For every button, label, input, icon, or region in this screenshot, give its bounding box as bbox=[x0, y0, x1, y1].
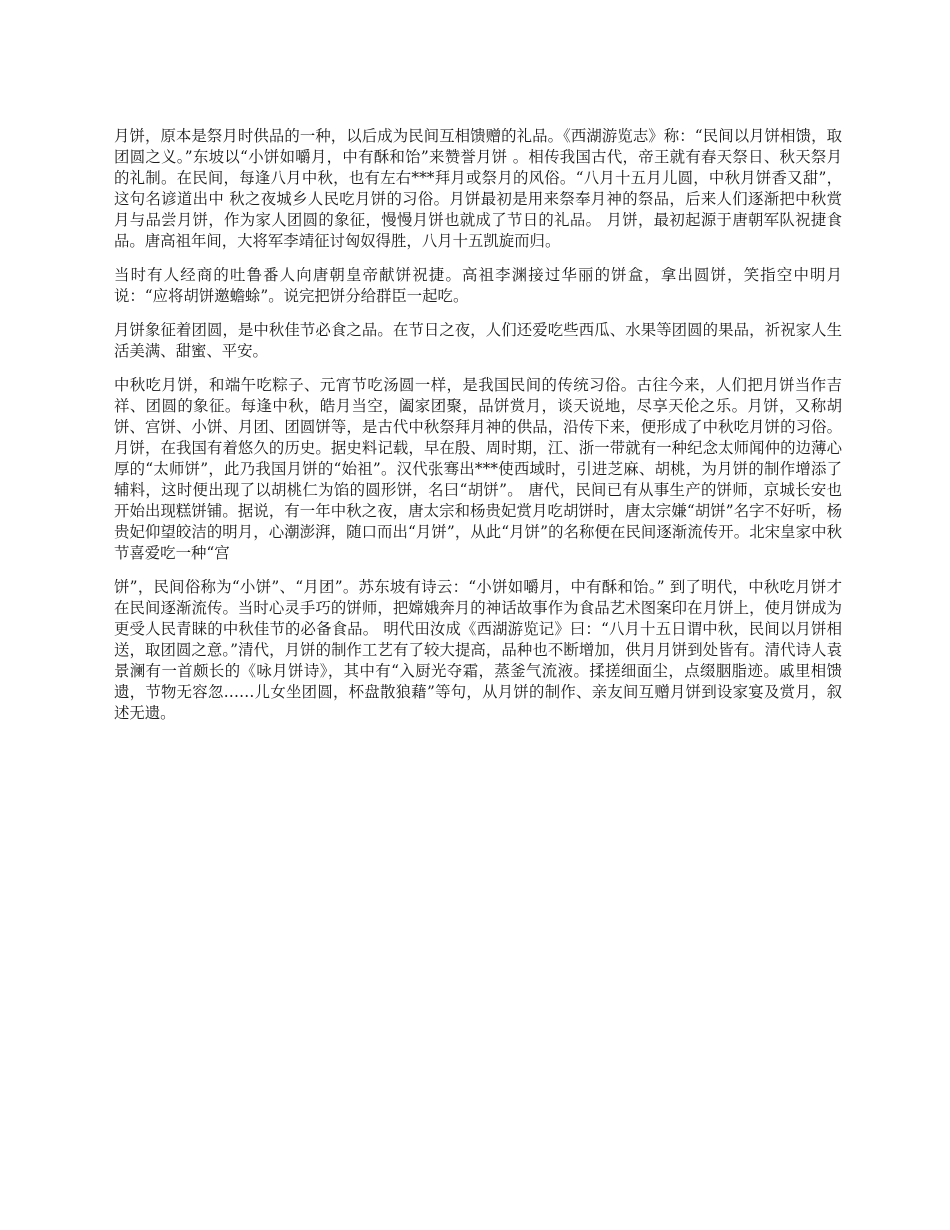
document-body bbox=[114, 126, 842, 724]
paragraph-2: 当时有人经商的吐鲁番人向唐朝皇帝献饼祝捷。高祖李渊接过华丽的饼盒，拿出圆饼，笑指空中明月说：“应将胡饼邀蟾蜍”。说完把饼分给群臣一起吃。 bbox=[114, 266, 842, 305]
paragraph-3: 月饼象征着团圆，是中秋佳节必食之品。在节日之夜，人们还爱吃些西瓜、水果等团圆的果品，祈祝家人生活美满、甜蜜、平安。 bbox=[114, 321, 842, 360]
paragraph-5: 饼”，民间俗称为“小饼”、“月团”。苏东坡有诗云：“小饼如嚼月，中有酥和饴。” 到了明代，中秋吃月饼才在民间逐渐流传。当时心灵手巧的饼师，把嫦娥奔月的神话故事作为食品艺术图案印在月饼上，使月饼成为更受人民青睐的中秋佳节的必备食品。 明代田汝成《西湖游览记》曰：“八月十五日谓中秋，民间以月饼相送，取团圆之意。”清代，月饼的制作工艺有了较大提高，品种也不断增加，供月月饼到处皆有。清代诗人袁景澜有一首颇长的《咏月饼诗》，其中有“入厨光夺霜，蒸釜气流液。揉搓细面尘，点缀胭脂迹。戚里相馈遗，节物无容忽……儿女坐团圆，杯盘散狼藉”等句，从月饼的制作、亲友间互赠月饼到设家宴及赏月，叙述无遗。 bbox=[114, 578, 842, 722]
paragraph-1: 月饼，原本是祭月时供品的一种，以后成为民间互相馈赠的礼品。《西湖游览志》称：“民间以月饼相馈，取团圆之义。”东坡以“小饼如嚼月，中有酥和饴”来赞誉月饼 。相传我国古代，帝王就有春天祭日、秋天祭月的礼制。在民间，每逢八月中秋，也有左右***拜月或祭月的风俗。“八月十五月儿圆，中秋月饼香又甜”，这句名谚道出中 秋之夜城乡人民吃月饼的习俗。月饼最初是用来祭奉月神的祭品，后来人们逐渐把中秋赏月与品尝月饼，作为家人团圆的象征，慢慢月饼也就成了节日的礼品。 月饼，最初起源于唐朝军队祝捷食品。唐高祖年间，大将军李靖征讨匈奴得胜，八月十五凯旋而归。 bbox=[114, 127, 842, 250]
paragraph-4: 中秋吃月饼，和端午吃粽子、元宵节吃汤圆一样，是我国民间的传统习俗。古往今来，人们把月饼当作吉祥、团圆的象征。每逢中秋，皓月当空，阖家团聚，品饼赏月，谈天说地，尽享天伦之乐。月饼，又称胡饼、宫饼、小饼、月团、团圆饼等，是古代中秋祭拜月神的供品，沿传下来，便形成了中秋吃月饼的习俗。月饼，在我国有着悠久的历史。据史料记载，早在殷、周时期，江、浙一带就有一种纪念太师闻仲的边薄心厚的“太师饼”，此乃我国月饼的“始祖”。汉代张骞出***使西域时，引进芝麻、胡桃，为月饼的制作增添了辅料，这时便出现了以胡桃仁为馅的圆形饼，名曰“胡饼”。 唐代，民间已有从事生产的饼师，京城长安也开始出现糕饼铺。据说，有一年中秋之夜，唐太宗和杨贵妃赏月吃胡饼时，唐太宗嫌“胡饼”名字不好听，杨贵妃仰望皎洁的明月，心潮澎湃，随口而出“月饼”，从此“月饼”的名称便在民间逐渐流传开。北宋皇家中秋节喜爱吃一种“宫 bbox=[114, 376, 842, 562]
